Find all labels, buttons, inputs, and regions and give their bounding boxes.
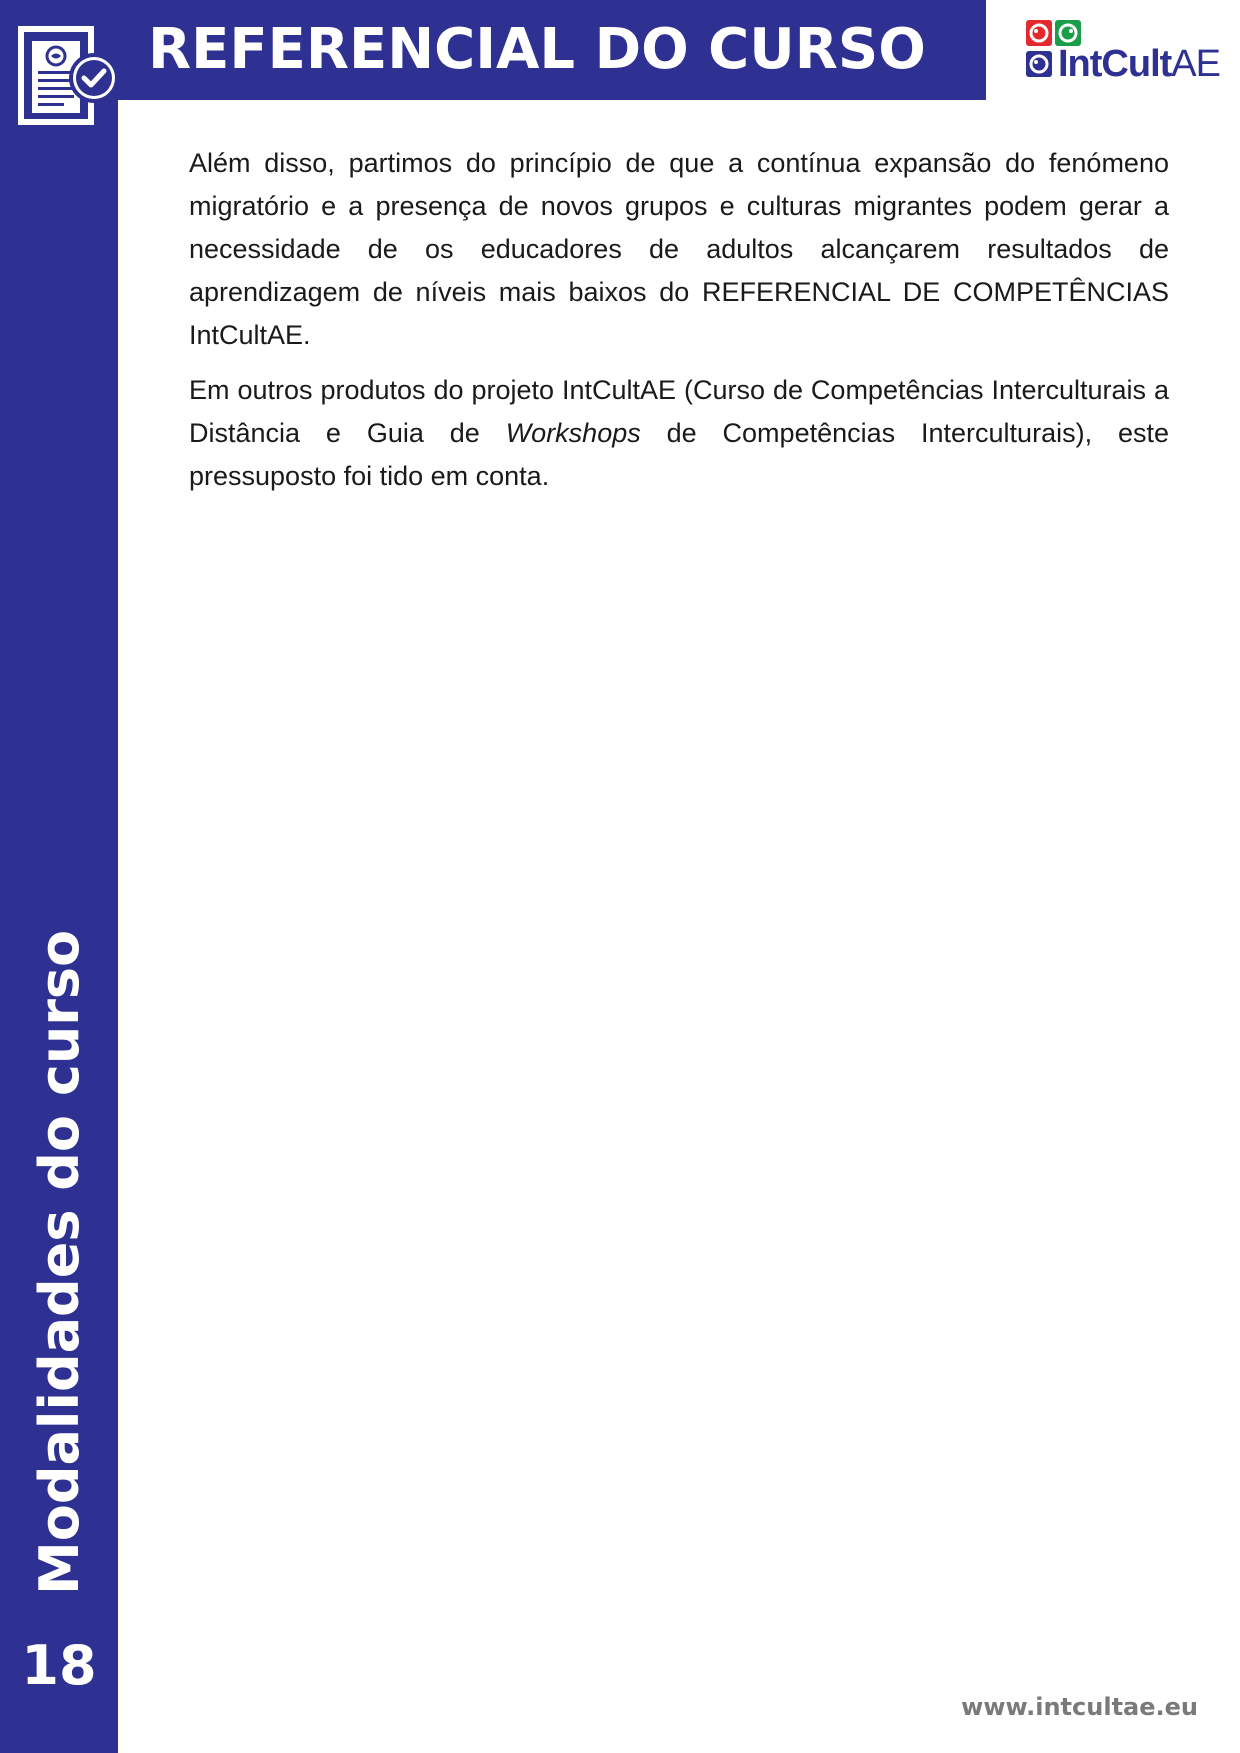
paragraph-2 bbox=[189, 369, 1169, 498]
page-number: 18 bbox=[21, 1634, 97, 1697]
section-label: Modalidades do curso bbox=[28, 929, 91, 1595]
logo-wordmark bbox=[1058, 42, 1220, 86]
document-check-icon bbox=[18, 26, 122, 130]
page-title: REFERENCIAL DO CURSO bbox=[148, 17, 926, 82]
paragraph-2-italic: Workshops bbox=[505, 418, 641, 448]
paragraph-1: Além disso, partimos do princípio de que a contínua expansão do fenómeno migratório e a presença de novos grupos e culturas migrantes podem gerar a necessidade de os educadores de adultos alcançarem resultados de aprendizagem de níveis mais baixos do REFERENCIAL DE COMPETÊNCIAS IntCultAE. bbox=[189, 148, 1169, 350]
footer-url[interactable]: www.intcultae.eu bbox=[961, 1693, 1198, 1721]
logo-wordmark-bold: IntCult bbox=[1058, 43, 1172, 85]
paragraph-2-end: de Competências Interculturais), este pressuposto foi tido em conta. bbox=[189, 418, 1169, 491]
paragraph-2-start: Em outros produtos do projeto IntCultAE (Curso de Competências Interculturais a Distância e Guia de bbox=[189, 375, 1169, 448]
body-text bbox=[189, 142, 1169, 510]
logo-wordmark-light: AE bbox=[1171, 43, 1220, 85]
